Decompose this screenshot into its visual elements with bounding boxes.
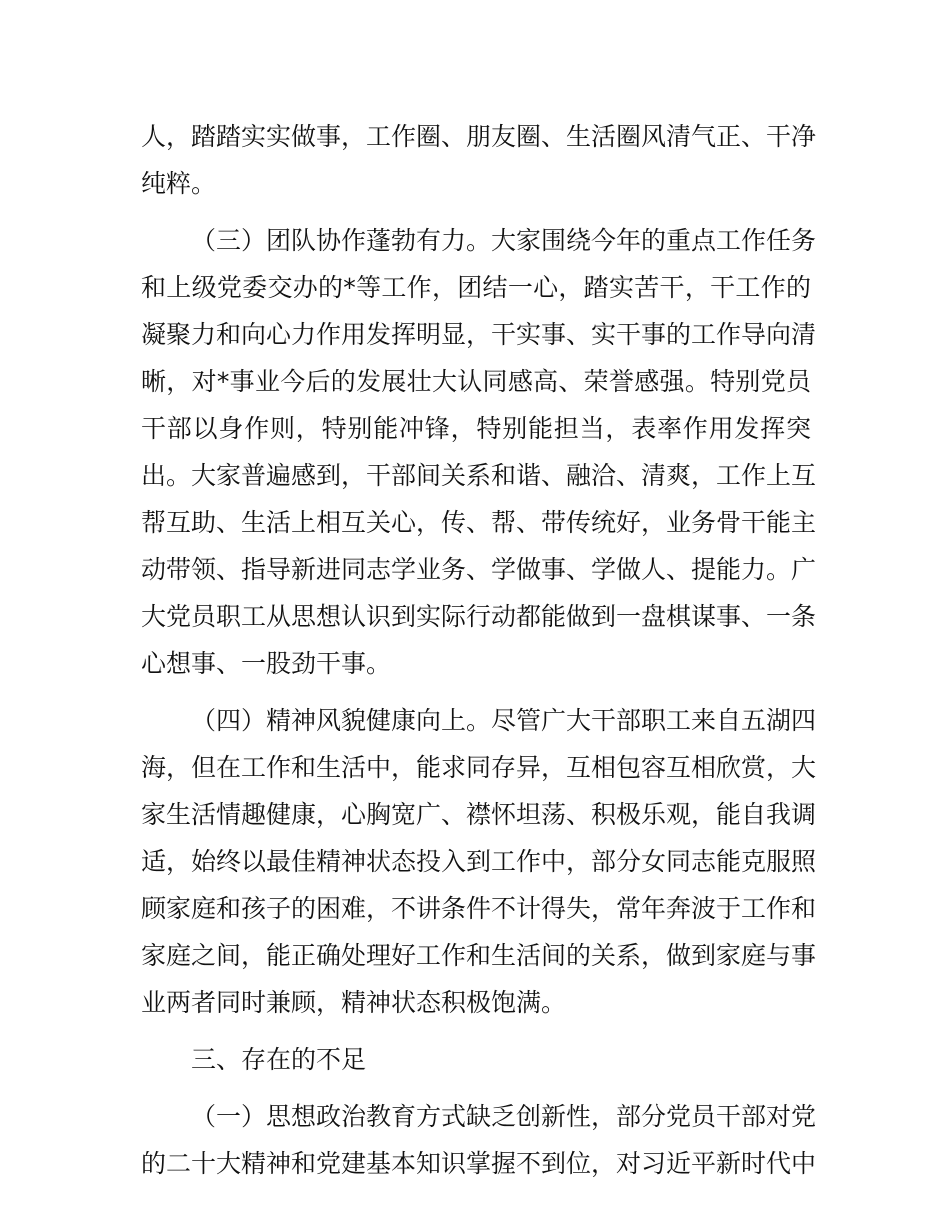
paragraph-spirit: [141, 697, 817, 1026]
paragraph-heading-shortcomings: [141, 1036, 811, 1083]
text-line: 顾家庭和孩子的困难，不讲条件不计得失，常年奔波于工作和: [141, 894, 817, 923]
text-line: 出。大家普遍感到，干部间关系和谐、融洽、清爽，工作上互: [141, 461, 817, 490]
paragraph-continuation: [141, 113, 817, 207]
text-line: （三）团队协作蓬勃有力。大家围绕今年的重点工作任务: [191, 226, 817, 255]
text-line: 的二十大精神和党建基本知识掌握不到位，对习近平新时代中: [141, 1149, 817, 1178]
text-line: 晰，对*事业今后的发展壮大认同感高、荣誉感强。特别党员: [141, 367, 811, 396]
text-line: 适，始终以最佳精神状态投入到工作中，部分女同志能克服照: [141, 847, 817, 876]
text-line: 帮互助、生活上相互关心，传、帮、带传统好，业务骨干能主: [141, 508, 817, 537]
text-line: 人，踏踏实实做事，工作圈、朋友圈、生活圈风清气正、干净: [141, 122, 817, 151]
text-line: 纯粹。: [141, 169, 217, 198]
paragraph-shortcoming-1: [141, 1093, 817, 1187]
text-line: 家生活情趣健康，心胸宽广、襟怀坦荡、积极乐观，能自我调: [141, 800, 817, 829]
document-body: [141, 113, 817, 1197]
text-line: 凝聚力和向心力作用发挥明显，干实事、实干事的工作导向清: [141, 320, 817, 349]
text-line: 动带领、指导新进同志学业务、学做事、学做人、提能力。广: [141, 555, 817, 584]
text-line: 心想事、一股劲干事。: [141, 649, 392, 678]
paragraph-teamwork: [141, 217, 817, 687]
text-line: 家庭之间，能正确处理好工作和生活间的关系，做到家庭与事: [141, 941, 817, 970]
text-line: （四）精神风貌健康向上。尽管广大干部职工来自五湖四: [191, 706, 817, 735]
text-line: 业两者同时兼顾，精神状态积极饱满。: [141, 988, 567, 1017]
text-line: 和上级党委交办的*等工作，团结一心，踏实苦干，干工作的: [141, 273, 811, 302]
text-line: 海，但在工作和生活中，能求同存异，互相包容互相欣赏，大: [141, 753, 817, 782]
text-line: 三、存在的不足: [191, 1045, 367, 1074]
text-line: 干部以身作则，特别能冲锋，特别能担当，表率作用发挥突: [141, 414, 811, 443]
text-line: （一）思想政治教育方式缺乏创新性，部分党员干部对党: [191, 1102, 817, 1131]
text-line: 大党员职工从思想认识到实际行动都能做到一盘棋谋事、一条: [141, 602, 817, 631]
